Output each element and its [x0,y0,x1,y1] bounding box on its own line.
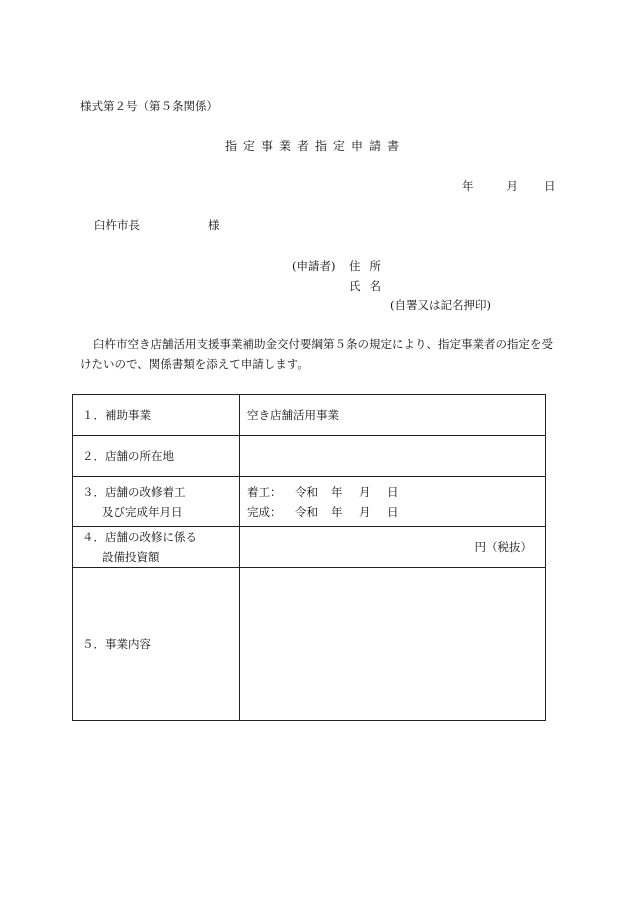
address-label: 住所 [349,259,390,273]
body-text: 臼杵市空き店舗活用支援事業補助金交付要綱第５条の規定により、指定事業者の指定を受けたいので、関係書類を添えて申請します。 [80,337,553,371]
start-label: 着工： [247,484,282,499]
investment-amount-label [73,527,240,568]
renovation-dates-label [73,477,240,527]
table-row [73,527,546,568]
complete-year: 年 [331,504,343,519]
table-row [73,395,546,436]
date-month: 月 [506,179,518,193]
complete-era: 令和 [295,504,318,519]
yen-unit-label: 円（税抜） [474,540,532,554]
date-line [462,178,556,194]
subsidy-project-label: １．補助事業 [73,395,240,436]
application-table [72,394,546,721]
applicant-label: (申請者) [292,259,336,273]
complete-day: 日 [387,504,399,519]
signature-note: (自署又は記名押印) [390,298,491,312]
investment-amount-field[interactable] [240,527,546,568]
complete-month: 月 [359,504,371,519]
store-location-label: ２．店舗の所在地 [73,436,240,477]
document-title: 指定事業者指定申請書 [224,139,405,153]
complete-date-line [247,502,545,522]
renovation-dates-label-line1: ３．店舗の改修着工 [82,484,186,499]
name-label: 氏名 [349,279,390,293]
start-date-line [247,482,545,502]
table-row [73,568,546,721]
complete-label: 完成： [247,504,282,519]
addressee-honorific: 様 [208,218,220,232]
start-day: 日 [387,484,399,499]
start-era: 令和 [295,484,318,499]
date-year: 年 [462,179,474,193]
project-content-label: ５．事業内容 [73,568,240,721]
investment-amount-label-line2: 設備投資額 [102,550,160,564]
store-location-field[interactable] [240,436,546,477]
form-number: 様式第２号（第５条関係） [80,99,218,113]
start-month: 月 [359,484,371,499]
table-row [73,477,546,527]
project-content-field[interactable] [240,568,546,721]
table-row [73,436,546,477]
renovation-dates-field[interactable] [240,477,546,527]
date-day: 日 [544,179,556,193]
start-year: 年 [331,484,343,499]
renovation-dates-label-line2: 及び完成年月日 [102,504,183,519]
addressee-name: 臼杵市長 [94,218,140,232]
subsidy-project-value: 空き店舗活用事業 [240,395,546,436]
investment-amount-label-line1: ４．店舗の改修に係る [82,530,197,544]
addressee [94,217,220,233]
